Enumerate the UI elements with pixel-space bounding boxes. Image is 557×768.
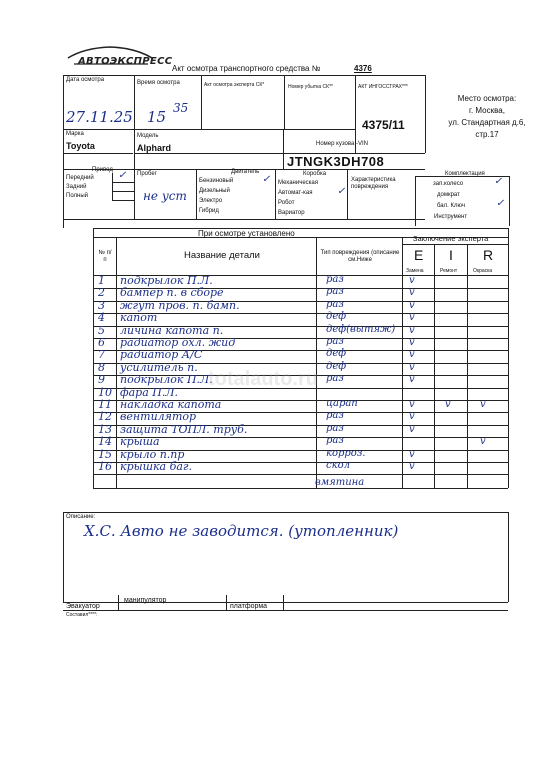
row-part-name: подкрылок П.Л.: [120, 373, 213, 387]
platform-label: платформа: [230, 603, 268, 610]
row-damage-type: деф: [326, 348, 347, 360]
row-part-name: бампер п. в сборе: [120, 286, 224, 300]
gearbox-option-robot: Робот: [278, 200, 295, 206]
date-label: Дата осмотра: [66, 77, 105, 83]
row-number: 13: [98, 422, 112, 436]
row-part-name: усилитель п.: [120, 360, 198, 374]
engine-option-diesel: Дизельный: [199, 188, 230, 194]
row-replace-check-icon: v: [409, 299, 415, 311]
row-damage-type: царап: [326, 398, 358, 409]
row-damage-type: корроз.: [326, 447, 366, 459]
watermark: totalauto.ru: [208, 368, 318, 390]
kit-option-wrench: бал. Ключ: [437, 203, 465, 209]
row-replace-check-icon: v: [409, 361, 415, 373]
table-row-divider: [93, 474, 508, 475]
logo-text: АВТОЭКСПРЕСС: [78, 56, 173, 67]
row-part-name: радиатор А/С: [120, 348, 203, 362]
row-damage-type: раз: [326, 336, 344, 347]
row-damage-type: скол: [326, 460, 350, 471]
drive-front-check-icon: ✓: [118, 170, 127, 181]
row-damage-type: раз: [326, 298, 344, 310]
row-damage-type: раз: [326, 274, 344, 285]
row-number: 6: [98, 336, 105, 349]
kit-spare-check-icon: ✓: [494, 176, 503, 187]
engine-label: Двигатель: [231, 169, 260, 175]
inspection-date-value: 27.11.25: [66, 108, 133, 126]
row-damage-type: раз: [326, 373, 344, 385]
row-number: 5: [98, 323, 105, 337]
col-e-sub: Замена: [406, 268, 424, 274]
manipulator-label: манипулятор: [124, 597, 167, 604]
document-title: Акт осмотра транспортного средства №: [172, 64, 321, 73]
kit-wrench-check-icon: ✓: [496, 198, 505, 209]
gearbox-option-manual: Механическая: [278, 180, 319, 186]
row-part-name: подкрылок П.Л.: [120, 274, 213, 287]
mileage-label: Пробег: [137, 171, 157, 177]
time-label: Время осмотра: [137, 80, 180, 86]
kit-option-jack: домкрат: [437, 192, 460, 198]
gearbox-auto-check-icon: ✓: [337, 186, 346, 197]
col-r-header: R: [483, 247, 494, 263]
inspection-place: Место осмотра: г. Москва, ул. Стандартная д.6, стр.17: [448, 94, 526, 139]
drive-label: Привод: [92, 167, 113, 173]
inspection-time-hour: 15: [147, 108, 167, 126]
col-i-header: I: [449, 247, 453, 263]
description-text: Х.С. Авто не заводится. (утопленник): [84, 522, 399, 540]
row-number: 14: [98, 435, 112, 449]
col-i-sub: Ремонт: [440, 268, 458, 274]
row-replace-check-icon: v: [409, 374, 415, 386]
row-part-name: накладка капота: [120, 398, 222, 411]
engine-option-hybrid: Гибрид: [199, 208, 219, 214]
row-part-name: капот: [120, 311, 158, 325]
kit-option-tools: Инструмент: [434, 214, 468, 220]
expert-title: Заключение эксперта: [413, 234, 489, 243]
composed-label: Составил****:: [66, 612, 98, 618]
col-type-header: Тип повреждения (описание см.Ниже: [320, 250, 400, 263]
row-number: 15: [98, 447, 112, 461]
row-number: 8: [98, 360, 105, 374]
engine-option-electric: Электро: [199, 198, 223, 204]
make-label: Марка: [66, 131, 84, 137]
row-replace-check-icon: v: [409, 349, 415, 361]
engine-petrol-check-icon: ✓: [262, 174, 271, 185]
row-number: 4: [98, 311, 105, 325]
row-number: 1: [98, 274, 105, 287]
row-number: 3: [98, 298, 105, 312]
engine-option-petrol: Бензиновый: [199, 178, 234, 184]
row-replace-check-icon: v: [409, 312, 415, 324]
row-replace-check-icon: v: [409, 399, 415, 410]
row-damage-type: деф: [326, 360, 347, 372]
tow-label: Эвакуатор: [66, 603, 100, 610]
col-num-header: № п/п: [98, 250, 112, 263]
row-replace-check-icon: v: [409, 287, 415, 299]
row-damage-type: раз: [326, 422, 344, 434]
col-name-header: Название детали: [184, 250, 260, 261]
row-damage-type: раз: [326, 286, 344, 298]
col-r-sub: Окраска: [473, 268, 493, 274]
loss-number-label: Номер убытка СК**: [288, 84, 333, 90]
gearbox-label: Коробка: [303, 171, 327, 177]
row-replace-check-icon: v: [409, 324, 415, 336]
row-paint-check-icon: v: [480, 399, 486, 410]
row-part-name: крыло п.пр: [120, 447, 185, 461]
row-number: 16: [98, 460, 112, 473]
row-number: 11: [98, 398, 112, 411]
row-replace-check-icon: v: [409, 337, 415, 348]
row-replace-check-icon: v: [409, 411, 415, 423]
sk-expert-label: Акт осмотра эксперта СК*: [204, 82, 265, 88]
mileage-value: не уст: [143, 189, 187, 203]
drive-option-full: Полный: [66, 193, 88, 199]
row-damage-type: деф: [326, 311, 347, 323]
kit-option-spare: зап.колесо: [433, 181, 464, 187]
ingos-label: АКТ ИНГОССТРАХ***: [358, 84, 408, 90]
make-value: Toyota: [66, 141, 95, 151]
row-part-name: радиатор охл. жид: [120, 336, 236, 349]
row-number: 12: [98, 410, 112, 424]
drive-option-rear: Задний: [66, 184, 87, 190]
ingos-act-number: 4375/11: [362, 118, 405, 132]
row-number: 7: [98, 348, 105, 362]
act-number: 4376: [354, 64, 372, 73]
row-part-name: крыша: [120, 435, 160, 449]
row-part-name: фара П.Л.: [120, 385, 179, 399]
model-label: Модель: [137, 133, 159, 139]
extra-damage-type: вмятина: [315, 477, 365, 488]
row-number: 9: [98, 373, 105, 387]
row-damage-type: раз: [326, 435, 344, 447]
row-damage-type: деф(вытяж): [326, 323, 396, 335]
row-replace-check-icon: v: [409, 448, 415, 460]
row-part-name: жгут пров. п. бамп.: [120, 298, 240, 312]
vin-value: JTNGK3DH708: [287, 154, 385, 169]
row-part-name: крышка баг.: [120, 460, 192, 473]
gearbox-option-cvt: Вариатор: [278, 210, 305, 216]
drive-option-front: Передний: [66, 175, 94, 181]
row-part-name: защита ТОПЛ. труб.: [120, 422, 248, 436]
damage-char-label: Характеристика повреждения: [351, 177, 396, 190]
row-part-name: вентилятор: [120, 410, 197, 424]
row-part-name: личина капота п.: [120, 323, 224, 337]
row-damage-type: раз: [326, 410, 344, 422]
row-number: 10: [98, 385, 112, 399]
row-repair-check-icon: v: [445, 399, 451, 410]
row-replace-check-icon: v: [409, 423, 415, 435]
row-paint-check-icon: v: [480, 436, 486, 448]
row-replace-check-icon: v: [409, 461, 415, 472]
row-replace-check-icon: v: [409, 275, 415, 286]
col-e-header: E: [414, 247, 424, 263]
description-label: Описание:: [66, 514, 96, 520]
vin-label: Номер кузова -VIN: [316, 141, 368, 147]
model-value: Alphard: [137, 143, 172, 153]
inspection-time-min: 35: [173, 101, 189, 115]
kit-label: Комплектация: [445, 171, 485, 177]
section-title: При осмотре установлено: [198, 229, 295, 238]
row-number: 2: [98, 286, 105, 300]
gearbox-option-auto: Автомат-кая: [278, 190, 313, 196]
